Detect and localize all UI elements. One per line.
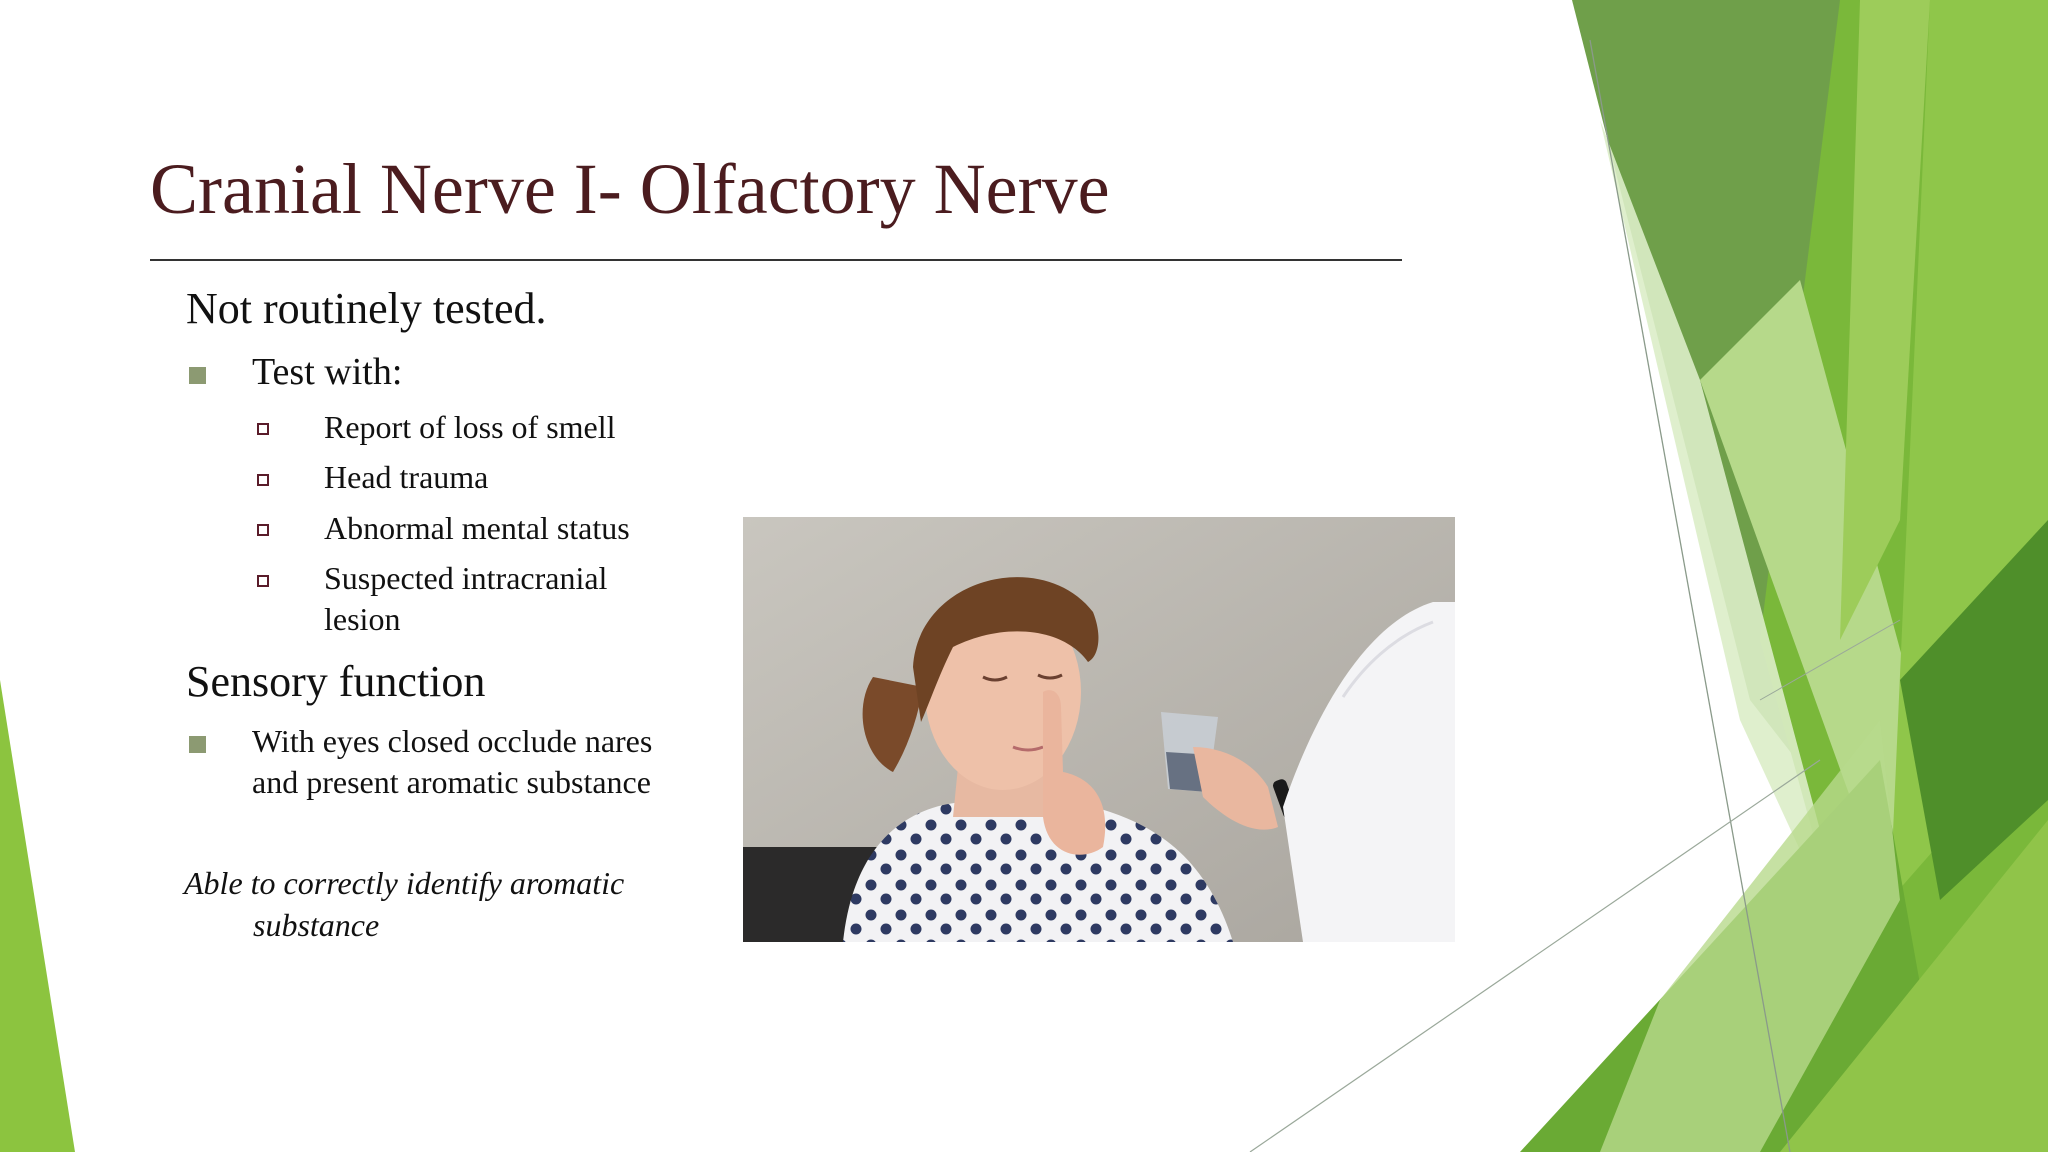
sub-item-loss-of-smell: Report of loss of smell xyxy=(324,409,616,445)
bullet-with-eyes-closed-line2: and present aromatic substance xyxy=(252,764,651,800)
sub-item-lesion: lesion xyxy=(324,601,401,637)
sub-item-suspected-intracranial: Suspected intracranial xyxy=(324,560,608,596)
bullet-with-eyes-closed-line1: With eyes closed occlude nares xyxy=(252,723,653,759)
hollow-square-bullet-icon xyxy=(257,575,269,587)
sub-item-head-trauma: Head trauma xyxy=(324,459,489,495)
note-line1: Able to correctly identify aromatic xyxy=(184,865,625,901)
photo-illustration xyxy=(743,517,1455,942)
sub-item-abnormal-mental-status: Abnormal mental status xyxy=(324,510,630,546)
olfactory-test-photo xyxy=(743,517,1455,942)
title-underline xyxy=(150,259,1402,261)
square-bullet-icon xyxy=(189,367,206,384)
hollow-square-bullet-icon xyxy=(257,474,269,486)
bullet-test-with: Test with: xyxy=(252,351,403,393)
hollow-square-bullet-icon xyxy=(257,423,269,435)
heading-not-routinely-tested: Not routinely tested. xyxy=(186,284,547,333)
heading-sensory-function: Sensory function xyxy=(186,657,486,706)
square-bullet-icon xyxy=(189,736,206,753)
hollow-square-bullet-icon xyxy=(257,524,269,536)
slide-title: Cranial Nerve I- Olfactory Nerve xyxy=(150,149,1110,229)
note-line2: substance xyxy=(253,907,380,943)
